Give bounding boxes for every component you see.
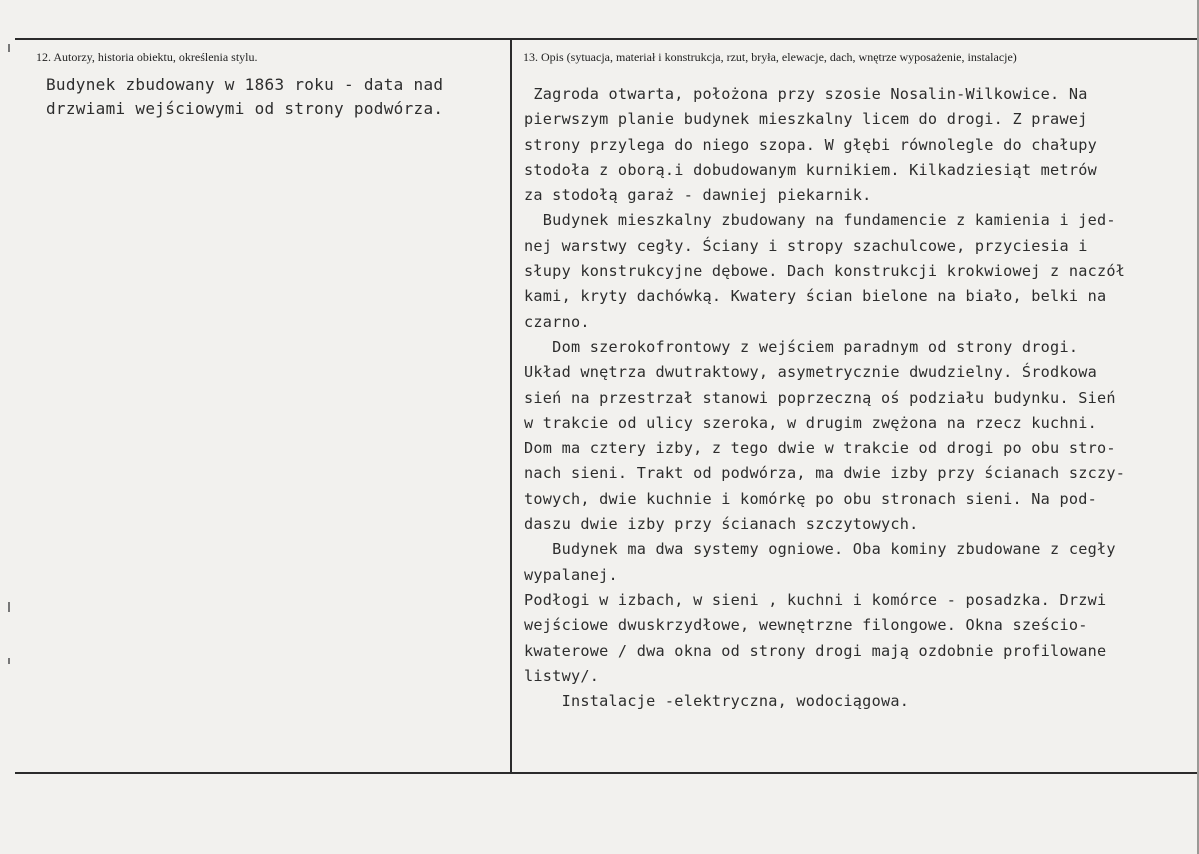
column-divider — [510, 38, 512, 774]
text-line: strony przylega do niego szopa. W głębi równolegle do chałupy — [524, 135, 1098, 154]
text-line: Instalacje -elektryczna, wodociągowa. — [524, 692, 910, 711]
text-line: kami, kryty dachówką. Kwatery ścian bielone na biało, belki na — [524, 287, 1107, 306]
text-line: towych, dwie kuchnie i komórkę po obu stronach sieni. Na pod- — [524, 489, 1098, 508]
margin-mark — [8, 658, 10, 664]
text-line: daszu dwie izby przy ścianach szczytowych. — [524, 515, 919, 534]
text-line: sień na przestrzał stanowi poprzeczną oś podziału budynku. Sień — [524, 388, 1116, 407]
section-13-text — [524, 82, 1196, 714]
text-line: stodoła z oborą.i dobudowanym kurnikiem. Kilkadziesiąt metrów — [524, 160, 1098, 179]
text-line: Budynek zbudowany w 1863 roku - data nad — [46, 75, 444, 94]
text-line: Układ wnętrza dwutraktowy, asymetrycznie dwudzielny. Środkowa — [524, 363, 1098, 382]
text-line: wypalanej. — [524, 565, 618, 584]
text-line: słupy konstrukcyjne dębowe. Dach konstrukcji krokwiowej z naczół — [524, 262, 1126, 281]
text-line: Budynek ma dwa systemy ogniowe. Oba kominy zbudowane z cegły — [524, 540, 1116, 559]
margin-mark — [8, 44, 10, 52]
text-line: Budynek mieszkalny zbudowany na fundamencie z kamienia i jed- — [524, 211, 1116, 230]
text-line: Podłogi w izbach, w sieni , kuchni i komórce - posadzka. Drzwi — [524, 590, 1107, 609]
section-12-text — [46, 73, 496, 121]
top-rule — [15, 38, 1199, 40]
text-line: wejściowe dwuskrzydłowe, wewnętrzne filongowe. Okna sześcio- — [524, 616, 1088, 635]
text-line: kwaterowe / dwa okna od strony drogi mają ozdobnie profilowane — [524, 641, 1107, 660]
bottom-rule — [15, 772, 1199, 774]
text-line: nach sieni. Trakt od podwórza, ma dwie izby przy ścianach szczy- — [524, 464, 1126, 483]
text-line: Dom ma cztery izby, z tego dwie w trakcie od drogi po obu stro- — [524, 439, 1116, 458]
section-13-label: 13. Opis (sytuacja, materiał i konstrukcja, rzut, bryła, elewacje, dach, wnętrze wyposażenie, instalacje) — [523, 50, 1017, 64]
text-line: listwy/. — [524, 666, 600, 685]
text-line: Zagroda otwarta, położona przy szosie Nosalin-Wilkowice. Na — [524, 85, 1088, 103]
text-line: pierwszym planie budynek mieszkalny licem do drogi. Z prawej — [524, 110, 1088, 129]
text-line: czarno. — [524, 312, 590, 331]
text-line: w trakcie od ulicy szeroka, w drugim zwężona na rzecz kuchni. — [524, 413, 1098, 432]
section-12-label: 12. Autorzy, historia obiektu, określenia stylu. — [36, 50, 258, 64]
text-line: nej warstwy cegły. Ściany i stropy szachulcowe, przyciesia i — [524, 236, 1088, 255]
text-line: Dom szerokofrontowy z wejściem paradnym od strony drogi. — [524, 337, 1079, 356]
text-line: drzwiami wejściowymi od strony podwórza. — [46, 99, 444, 118]
text-line: za stodołą garaż - dawniej piekarnik. — [524, 186, 872, 205]
margin-mark — [8, 602, 10, 612]
